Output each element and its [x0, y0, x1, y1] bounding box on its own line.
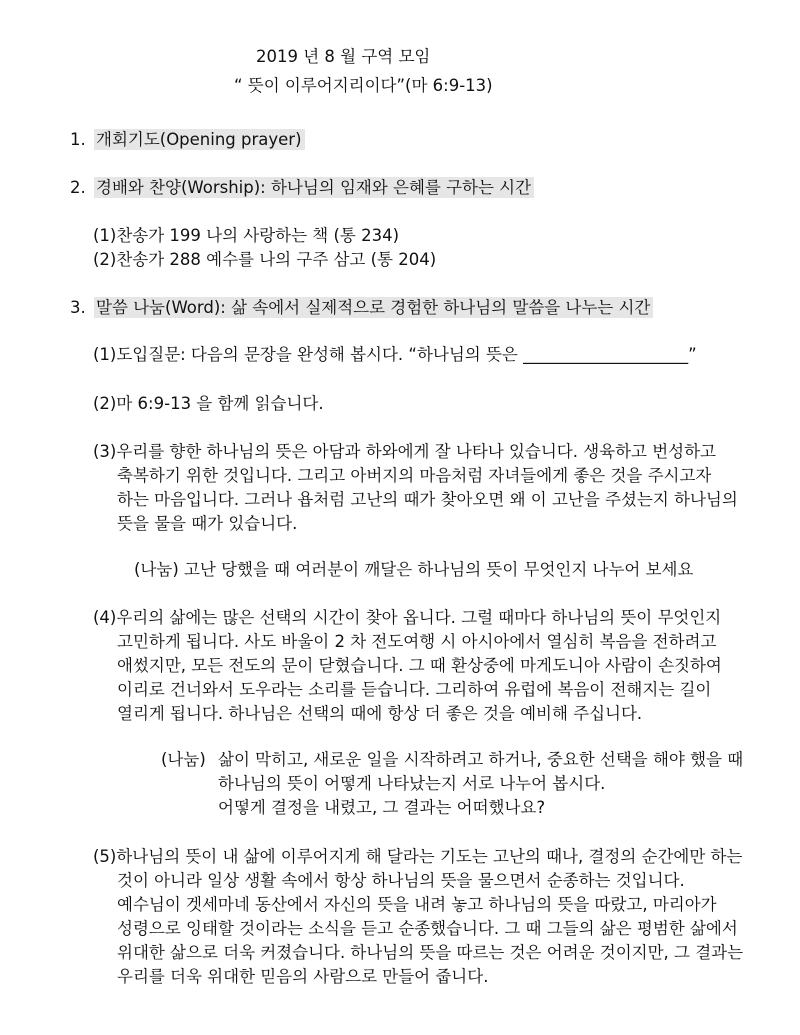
section-2-number: 2.: [70, 178, 86, 197]
section-3-heading-text: 말씀 나눔(Word): 삶 속에서 실제적으로 경험한 하나님의 말씀을 나누는 시간: [94, 297, 653, 318]
section-1-heading: [94, 129, 305, 151]
paragraph-5-line-6: 우리를 더욱 위대한 믿음의 사람으로 만들어 줍니다.: [117, 967, 489, 986]
document-subtitle: “ 뜻이 이루어지리이다”(마 6:9-13): [234, 76, 493, 95]
question-1: (1)도입질문: 다음의 문장을 완성해 봅시다. “하나님의 뜻은 ____________________”: [93, 345, 697, 364]
share-4-line-2: 하나님의 뜻이 어떻게 나타났는지 서로 나누어 봅시다.: [218, 774, 606, 793]
paragraph-4-line-3: 애썼지만, 모든 전도의 문이 닫혔습니다. 그 때 환상중에 마게도니아 사람이 손짓하여: [117, 656, 722, 675]
section-2-heading: [94, 177, 534, 199]
share-4-line-3: 어떻게 결정을 내렸고, 그 결과는 어떠했나요?: [218, 798, 546, 817]
paragraph-5-line-4: 성령으로 잉태할 것이라는 소식을 듣고 순종했습니다. 그 때 그들의 삶은 평범한 삶에서: [117, 919, 738, 938]
paragraph-5-line-3: 예수님이 겟세마네 동산에서 자신의 뜻을 내려 놓고 하나님의 뜻을 따랐고, 마리아가: [117, 895, 717, 914]
paragraph-5-line-2: 것이 아니라 일상 생활 속에서 항상 하나님의 뜻을 물으면서 순종하는 것입니다.: [117, 871, 685, 890]
hymn-item-2: (2)찬송가 288 예수를 나의 구주 삼고 (통 204): [93, 250, 437, 269]
document-title: 2019 년 8 월 구역 모임: [256, 47, 431, 66]
share-4-label: (나눔): [161, 750, 206, 769]
paragraph-5-line-1: (5)하나님의 뜻이 내 삶에 이루어지게 해 달라는 기도는 고난의 때나, 결정의 순간에만 하는: [93, 847, 743, 866]
hymn-item-1: (1)찬송가 199 나의 사랑하는 책 (통 234): [93, 226, 400, 245]
section-3-number: 3.: [70, 298, 86, 317]
paragraph-3-line-1: (3)우리를 향한 하나님의 뜻은 아담과 하와에게 잘 나타나 있습니다. 생육하고 번성하고: [93, 442, 716, 461]
paragraph-4-line-2: 고민하게 됩니다. 사도 바울이 2 차 전도여행 시 아시아에서 열심히 복음을 전하려고: [117, 632, 717, 651]
share-4-line-1: 삶이 막히고, 새로운 일을 시작하려고 하거나, 중요한 선택을 해야 했을 때: [218, 750, 744, 769]
paragraph-4-line-1: (4)우리의 삶에는 많은 선택의 시간이 찾아 옵니다. 그럴 때마다 하나님의 뜻이 무엇인지: [93, 608, 722, 627]
question-2: (2)마 6:9-13 을 함께 읽습니다.: [93, 394, 324, 413]
paragraph-5-line-5: 위대한 삶으로 더욱 커졌습니다. 하나님의 뜻을 따르는 것은 어려운 것이지만, 그 결과는: [117, 943, 744, 962]
section-1-number: 1.: [70, 130, 86, 149]
share-3: (나눔) 고난 당했을 때 여러분이 깨달은 하나님의 뜻이 무엇인지 나누어 보세요: [134, 560, 694, 579]
paragraph-4-line-5: 열리게 됩니다. 하나님은 선택의 때에 항상 더 좋은 것을 예비해 주십니다.: [117, 704, 643, 723]
section-2-heading-text: 경배와 찬양(Worship): 하나님의 임재와 은혜를 구하는 시간: [94, 177, 534, 198]
paragraph-3-line-2: 축복하기 위한 것입니다. 그리고 아버지의 마음처럼 자녀들에게 좋은 것을 주시고자: [117, 466, 712, 485]
paragraph-4-line-4: 이리로 건너와서 도우라는 소리를 듣습니다. 그리하여 유럽에 복음이 전해지는 길이: [117, 680, 712, 699]
paragraph-3-line-3: 하는 마음입니다. 그러나 욥처럼 고난의 때가 찾아오면 왜 이 고난을 주셨는지 하나님의: [117, 490, 738, 509]
paragraph-3-line-4: 뜻을 물을 때가 있습니다.: [117, 514, 298, 533]
section-3-heading: [94, 297, 653, 319]
section-1-heading-text: 개회기도(Opening prayer): [94, 129, 305, 150]
